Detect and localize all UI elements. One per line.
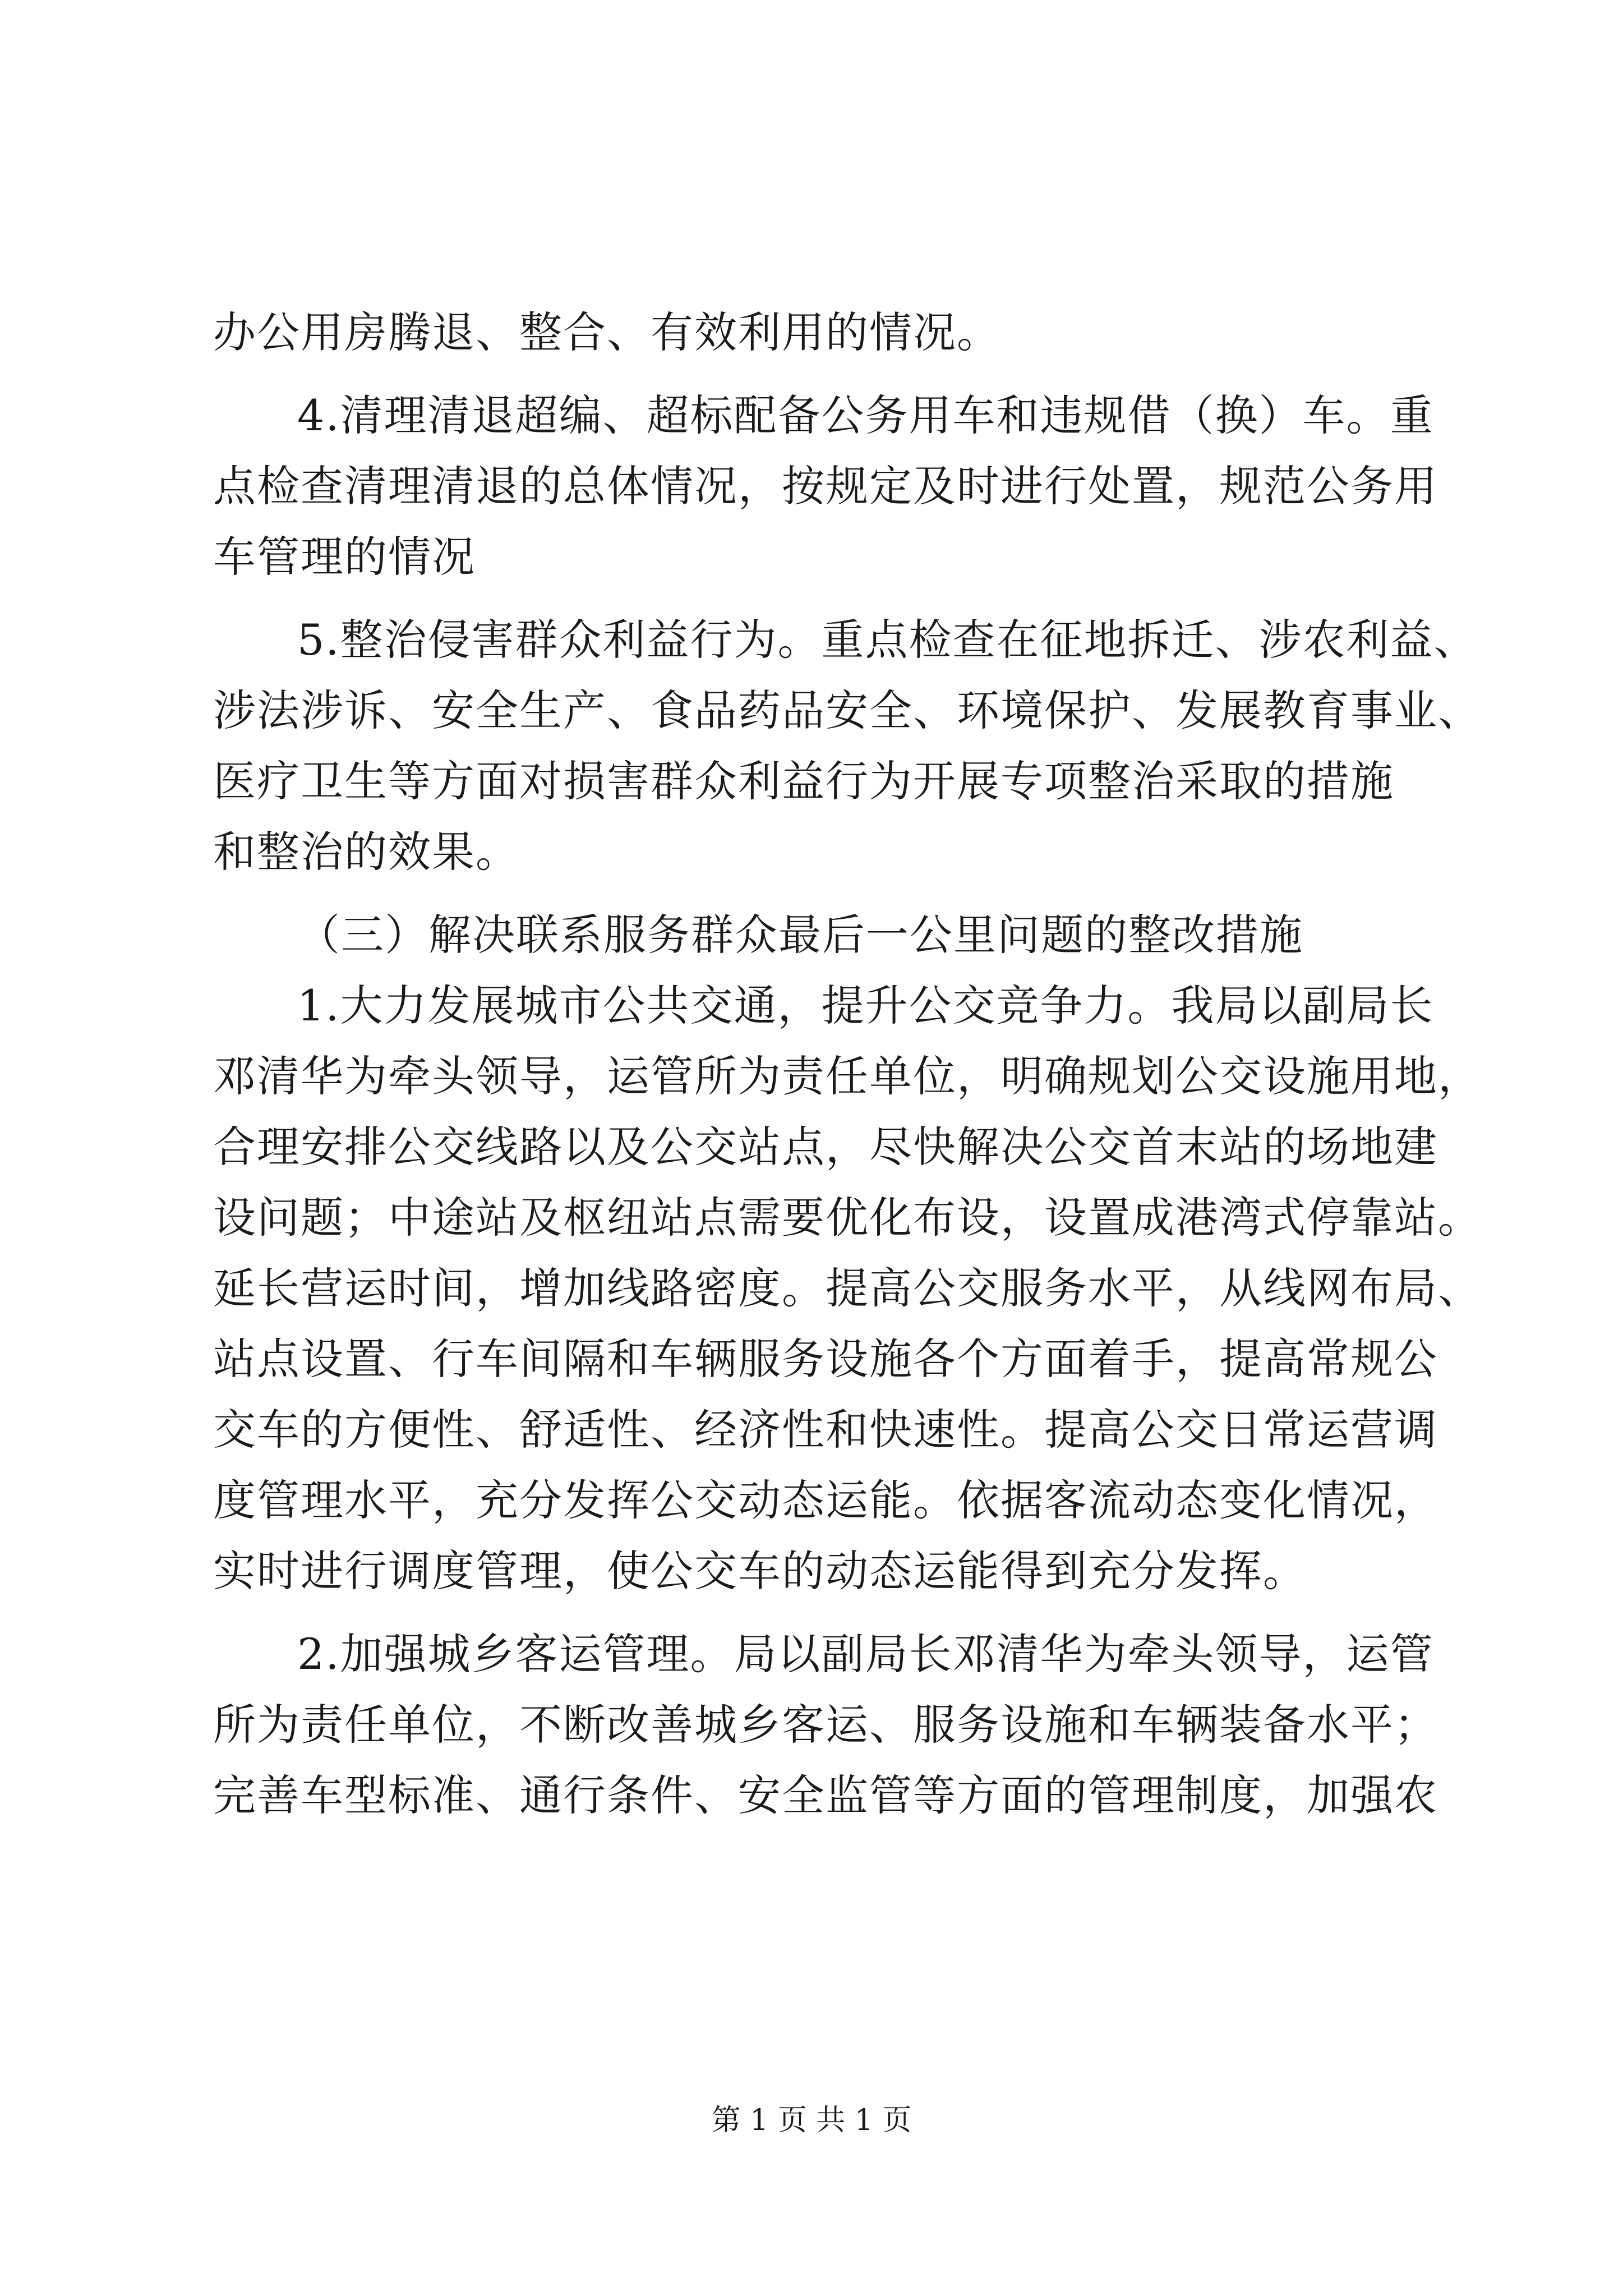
text-line: 度管理水平，充分发挥公交动态运能。依据客流动态变化情况， — [213, 1475, 1438, 1525]
text-line: 实时进行调度管理，使公交车的动态运能得到充分发挥。 — [213, 1546, 1307, 1596]
section-heading: （三）解决联系服务群众最后一公里问题的整改措施 — [297, 910, 1303, 960]
text-line: 邓清华为牵头领导，运管所为责任单位，明确规划公交设施用地， — [213, 1051, 1482, 1101]
document-body — [213, 297, 1482, 1831]
paragraph-line: 5.整治侵害群众利益行为。重点检查在征地拆迁、涉农利益、 — [297, 615, 1478, 665]
text-line: 涉法涉诉、安全生产、食品药品安全、环境保护、发展教育事业、 — [213, 685, 1482, 735]
paragraph-line: 2.加强城乡客运管理。局以副局长邓清华为牵头领导，运管 — [297, 1629, 1434, 1679]
paragraph-line: 4.清理清退超编、超标配备公务用车和违规借（换）车。重 — [297, 390, 1434, 440]
text-line: 医疗卫生等方面对损害群众利益行为开展专项整治采取的措施 — [213, 756, 1394, 806]
text-line: 合理安排公交线路以及公交站点，尽快解决公交首末站的场地建 — [213, 1122, 1438, 1172]
text-line: 所为责任单位，不断改善城乡客运、服务设施和车辆装备水平； — [213, 1700, 1438, 1750]
text-line: 办公用房腾退、整合、有效利用的情况。 — [213, 307, 1000, 357]
page-number-footer: 第 1 页 共 1 页 — [711, 2104, 912, 2137]
text-line: 车管理的情况 — [213, 532, 476, 582]
text-line: 站点设置、行车间隔和车辆服务设施各个方面着手，提高常规公 — [213, 1334, 1438, 1384]
text-line: 设问题；中途站及枢纽站点需要优化布设，设置成港湾式停靠站。 — [213, 1193, 1482, 1243]
text-line: 交车的方便性、舒适性、经济性和快速性。提高公交日常运营调 — [213, 1405, 1438, 1455]
text-line: 点检查清理清退的总体情况，按规定及时进行处置，规范公务用 — [213, 461, 1438, 511]
paragraph-line: 1.大力发展城市公共交通，提升公交竞争力。我局以副局长 — [297, 981, 1434, 1030]
text-line: 和整治的效果。 — [213, 827, 519, 877]
text-line: 完善车型标准、通行条件、安全监管等方面的管理制度，加强农 — [213, 1770, 1438, 1820]
text-line: 延长营运时间，增加线路密度。提高公交服务水平，从线网布局、 — [213, 1263, 1482, 1313]
